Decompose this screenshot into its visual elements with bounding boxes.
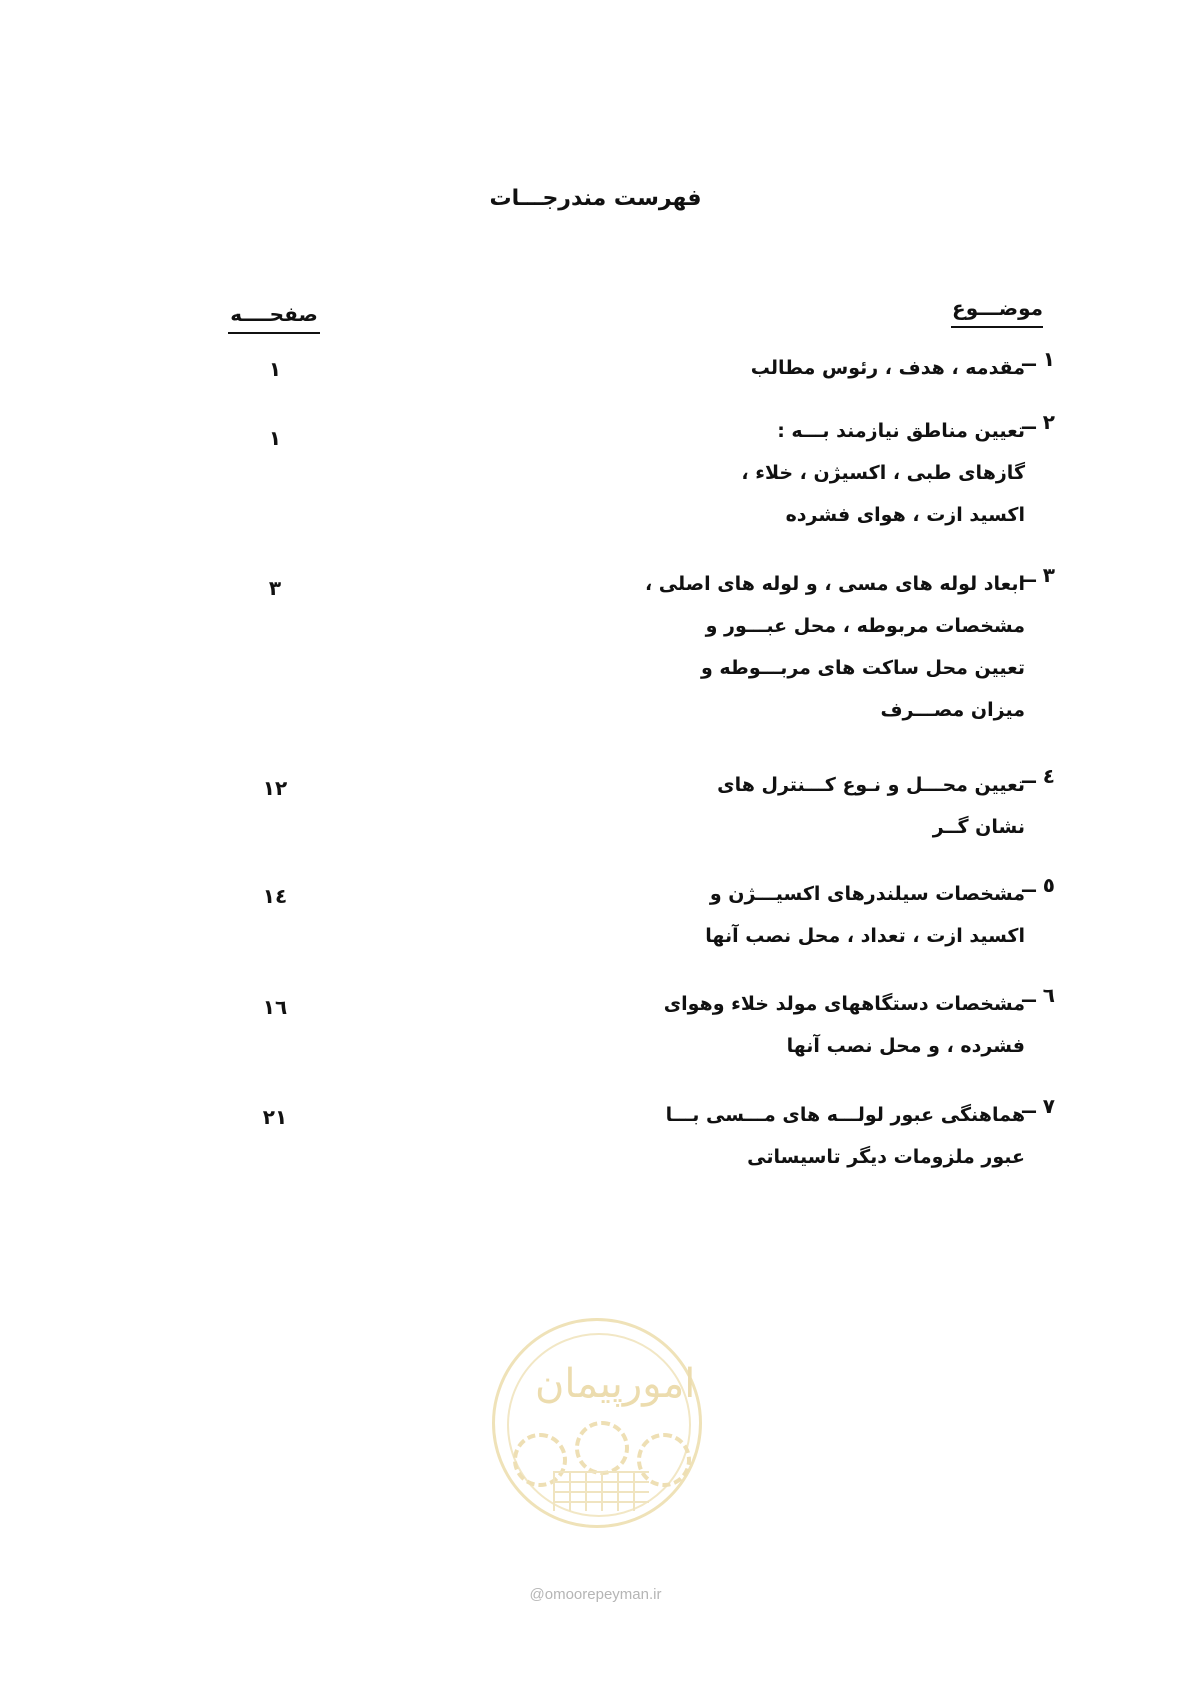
entry-line: مشخصات مربوطه ، محل عبـــور و [705,615,1025,637]
entry-number: ۲ ــ [1022,410,1055,434]
entry-number: ٤ ــ [1022,764,1055,788]
entry-line: تعیین محـــل و نـوع کـــنترل های [717,774,1025,796]
toc-entry [595,873,1055,957]
entry-number: ۳ ــ [1022,563,1055,587]
entry-line: مشخصات سیلندرهای اکسیـــژن و [709,883,1025,905]
entry-page-number: ۱ [268,357,282,381]
entry-line: هماهنگی عبور لولـــه های مـــسی بـــا [665,1104,1025,1126]
entry-line: تعیین محل ساکت های مربـــوطه و [700,657,1025,679]
toc-entry [595,410,1055,536]
entry-line: اکسید ازت ، هوای فشرده [785,504,1025,526]
entry-page-number: ۳ [268,576,282,600]
entry-line: عبور ملزومات دیگر تاسیساتی [747,1146,1025,1168]
watermark-grid [553,1471,649,1511]
entry-line: تعیین مناطق نیازمند بـــه : [777,420,1025,442]
subject-column-header: موضـــوع [951,296,1043,328]
entry-line: نشان گــر [932,816,1025,838]
entry-page-number: ۱۲ [262,776,288,800]
toc-title: فهرست مندرجـــات [489,186,702,211]
entry-number: ٦ ــ [1022,983,1055,1007]
entry-page-number: ۱ [268,426,282,450]
entry-page-number: ۱٦ [262,995,288,1019]
entry-number: ٥ ــ [1022,873,1055,897]
entry-line: مشخصات دستگاههای مولد خلاء وهوای [663,993,1025,1015]
entry-line: میزان مصـــرف [880,699,1025,721]
watermark-site-url: @omoorepeyman.ir [529,1586,662,1603]
gear-icon [575,1421,629,1475]
entry-number: ۱ ــ [1022,347,1055,371]
entry-page-number: ۱٤ [262,884,288,908]
toc-entry [595,347,1055,389]
toc-entry [595,563,1055,731]
entry-line: مقدمه ، هدف ، رئوس مطالب [750,357,1025,379]
entry-line: اکسید ازت ، تعداد ، محل نصب آنها [705,925,1025,947]
toc-entry [595,764,1055,848]
watermark-logo [492,1318,702,1528]
page-column-header: صفحــــه [228,302,320,334]
toc-entry [595,983,1055,1067]
entry-line: ابعاد لوله های مسی ، و لوله های اصلی ، [644,573,1025,595]
entry-number: ۷ ــ [1022,1094,1055,1118]
entry-line: گازهای طبی ، اکسیژن ، خلاء ، [741,462,1025,484]
entry-line: فشرده ، و محل نصب آنها [786,1035,1025,1057]
watermark-logo-text: امورپیمان [535,1361,696,1407]
entry-page-number: ۲۱ [262,1105,288,1129]
toc-entry [595,1094,1055,1178]
